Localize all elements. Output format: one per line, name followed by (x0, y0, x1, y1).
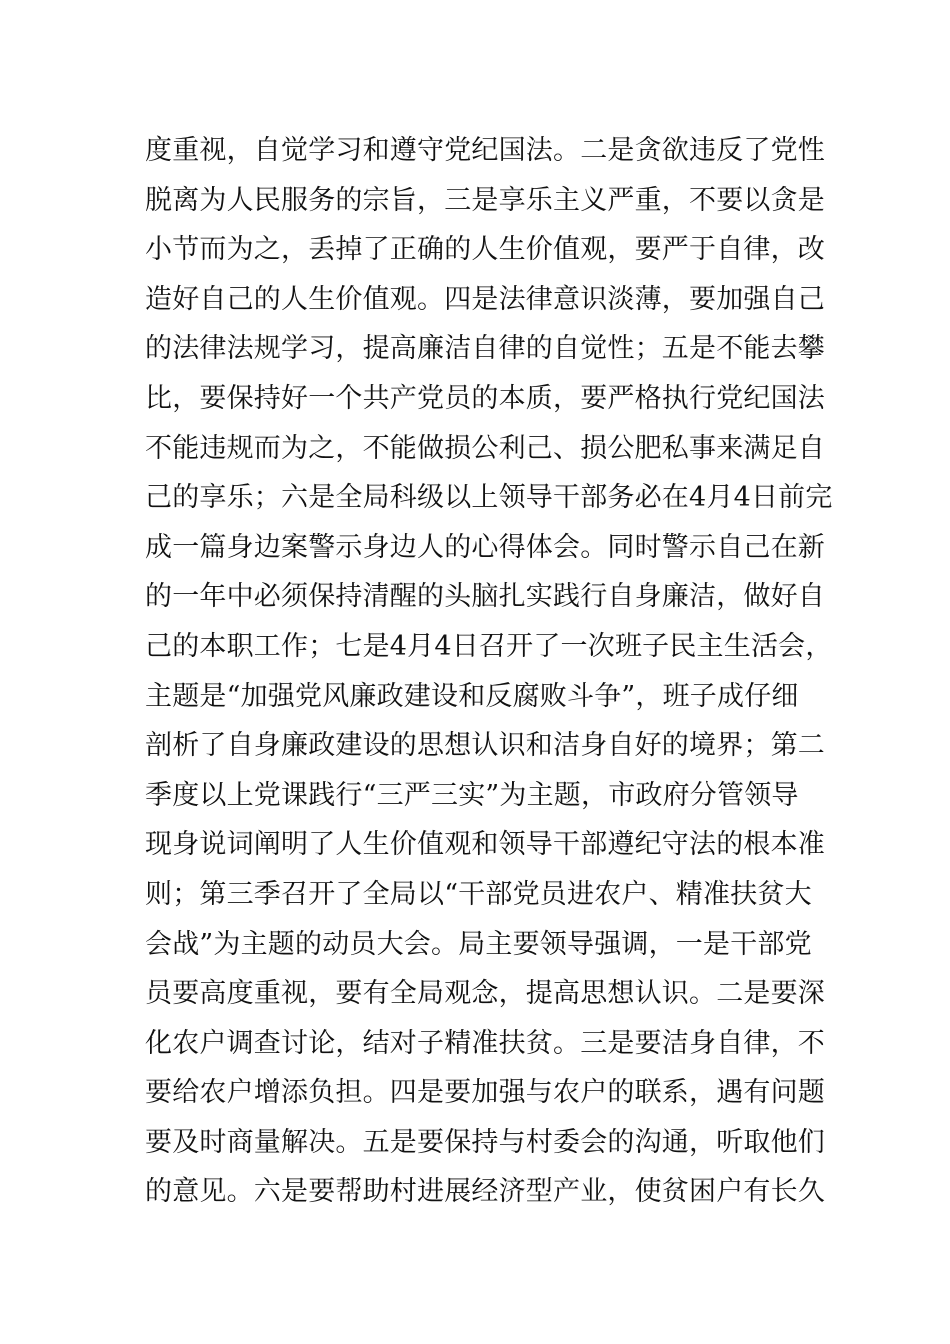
text-line: 造好自己的人生价值观。四是法律意识淡薄，要加强自己 (145, 283, 825, 315)
text-line: 要给农户增添负担。四是要加强与农户的联系，遇有问题 (145, 1077, 825, 1109)
text-line: 己的本职工作；七是4月4日召开了一次班子民主生活会， (145, 630, 833, 662)
text-line: 化农户调查讨论，结对子精准扶贫。三是要洁身自律，不 (145, 1027, 825, 1059)
text-line: 的一年中必须保持清醒的头脑扎实践行自身廉洁，做好自 (145, 581, 825, 613)
text-line: 现身说词阐明了人生价值观和领导干部遵纪守法的根本准 (145, 829, 825, 861)
text-line: 不能违规而为之，不能做损公利己、损公肥私事来满足自 (145, 432, 825, 464)
text-line: 员要高度重视，要有全局观念，提高思想认识。二是要深 (145, 978, 825, 1010)
text-line: 则；第三季召开了全局以“干部党员进农户、精准扶贫大 (145, 878, 812, 910)
text-line: 小节而为之，丢掉了正确的人生价值观，要严于自律，改 (145, 234, 825, 266)
text-line: 己的享乐；六是全局科级以上领导干部务必在4月4日前完 (145, 482, 833, 514)
body-paragraph (145, 126, 833, 1217)
text-line: 的法律法规学习，提高廉洁自律的自觉性；五是不能去攀 (145, 333, 825, 365)
text-line: 剖析了自身廉政建设的思想认识和洁身自好的境界；第二 (145, 730, 825, 762)
text-line: 季度以上党课践行“三严三实”为主题，市政府分管领导 (145, 779, 799, 811)
text-line: 度重视，自觉学习和遵守党纪国法。二是贪欲违反了党性 (145, 135, 825, 166)
text-line: 会战”为主题的动员大会。局主要领导强调，一是干部党 (145, 928, 812, 960)
text-line: 主题是“加强党风廉政建设和反腐败斗争”，班子成仔细 (145, 680, 799, 712)
text-line: 比，要保持好一个共产党员的本质，要严格执行党纪国法 (145, 382, 825, 414)
text-line: 的意见。六是要帮助村进展经济型产业，使贫困户有长久 (145, 1176, 825, 1208)
text-line: 脱离为人民服务的宗旨，三是享乐主义严重，不要以贪是 (145, 184, 825, 216)
text-line: 要及时商量解决。五是要保持与村委会的沟通，听取他们 (145, 1126, 825, 1158)
text-line: 成一篇身边案警示身边人的心得体会。同时警示自己在新 (145, 531, 825, 563)
